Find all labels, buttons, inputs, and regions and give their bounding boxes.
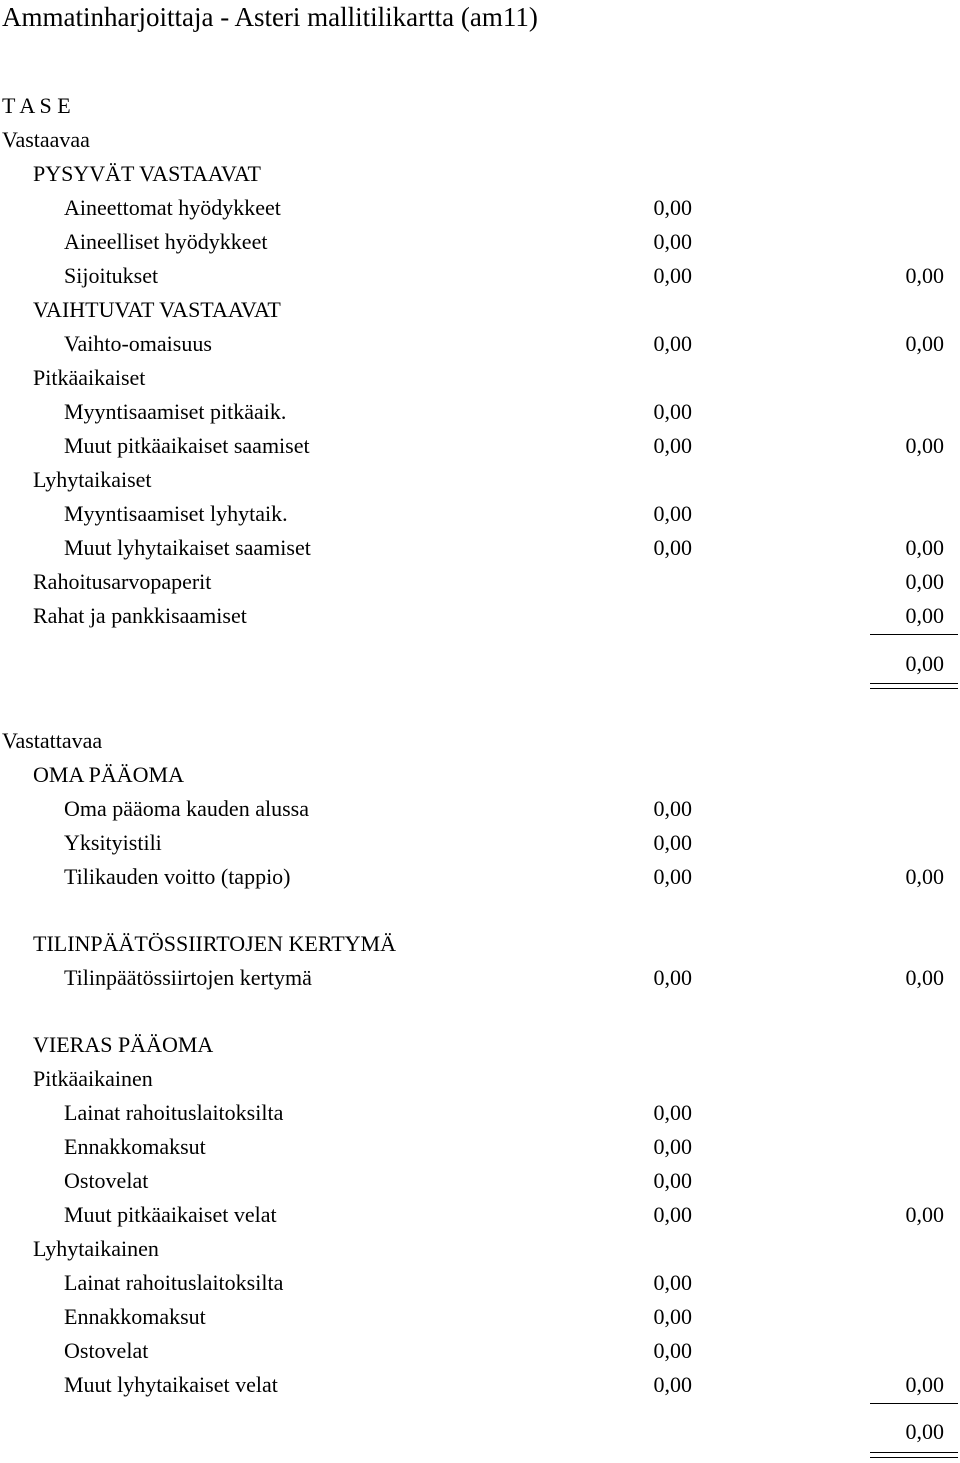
row-amount: 0,00 [653,535,692,560]
row-label: Rahat ja pankkisaamiset [33,603,247,628]
double-rule-top [870,683,958,684]
account-row [0,225,960,259]
account-row [0,961,960,995]
sum-rule [870,634,958,635]
row-subtotal: 0,00 [905,603,944,628]
row-label: Ennakkomaksut [64,1134,206,1159]
row-label: Vastattavaa [2,728,103,753]
row-amount: 0,00 [653,1304,692,1329]
sum-rule [870,1403,958,1404]
section-heading-tase [0,89,960,123]
row-subtotal: 0,00 [905,535,944,560]
row-amount: 0,00 [653,1338,692,1363]
row-label: VIERAS PÄÄOMA [33,1032,214,1057]
row-label: Yksityistili [64,830,162,855]
row-label: Rahoitusarvopaperit [33,569,212,594]
account-row [0,1198,960,1232]
account-row [0,1164,960,1198]
account-row [0,1300,960,1334]
row-subtotal: 0,00 [905,1372,944,1397]
row-amount: 0,00 [653,796,692,821]
row-label: Pitkäaikainen [33,1066,153,1091]
account-row [0,826,960,860]
group-heading [0,927,960,961]
row-label: Muut pitkäaikaiset velat [64,1202,277,1227]
account-row [0,860,960,894]
row-label: Myyntisaamiset pitkäaik. [64,399,287,424]
row-label: Pitkäaikaiset [33,365,146,390]
double-rule-bottom [870,688,958,689]
row-label: Muut pitkäaikaiset saamiset [64,433,310,458]
row-subtotal: 0,00 [905,864,944,889]
row-label: Tilinpäätössiirtojen kertymä [64,965,312,990]
double-rule-top [870,1452,958,1453]
account-row [0,497,960,531]
account-row [0,259,960,293]
account-row [0,599,960,633]
account-row [0,191,960,225]
row-label: Vaihto-omaisuus [64,331,212,356]
row-amount: 0,00 [653,399,692,424]
row-label: Lyhytaikaiset [33,467,152,492]
row-amount: 0,00 [653,965,692,990]
row-label: VAIHTUVAT VASTAAVAT [33,297,281,322]
group-heading [0,1028,960,1062]
group-heading [0,293,960,327]
row-amount: 0,00 [653,1168,692,1193]
account-row [0,395,960,429]
row-label: Tilikauden voitto (tappio) [64,864,291,889]
row-label: Vastaavaa [2,127,90,152]
row-label: Myyntisaamiset lyhytaik. [64,501,288,526]
account-row [0,1096,960,1130]
account-row [0,1130,960,1164]
row-subtotal: 0,00 [905,433,944,458]
row-subtotal: 0,00 [905,331,944,356]
document-title: Ammatinharjoittaja - Asteri mallitilikartta (am11) [2,2,538,32]
row-amount: 0,00 [653,1134,692,1159]
row-label: T A S E [2,93,71,118]
row-amount: 0,00 [653,195,692,220]
subgroup-heading [0,463,960,497]
group-heading [0,758,960,792]
row-label: Lainat rahoituslaitoksilta [64,1100,284,1125]
row-amount: 0,00 [653,501,692,526]
row-amount: 0,00 [653,433,692,458]
section-heading-vastaavaa [0,123,960,157]
row-label: PYSYVÄT VASTAAVAT [33,161,261,186]
row-subtotal: 0,00 [905,1202,944,1227]
row-amount: 0,00 [653,830,692,855]
total-row [0,1415,960,1449]
assets-total: 0,00 [905,651,944,676]
row-label: Ostovelat [64,1338,149,1363]
row-label: Oma pääoma kauden alussa [64,796,309,821]
subgroup-heading [0,361,960,395]
account-row [0,327,960,361]
row-amount: 0,00 [653,1202,692,1227]
row-amount: 0,00 [653,1100,692,1125]
subgroup-heading [0,1232,960,1266]
account-row [0,1266,960,1300]
row-subtotal: 0,00 [905,569,944,594]
row-subtotal: 0,00 [905,965,944,990]
account-row [0,792,960,826]
account-row [0,565,960,599]
row-amount: 0,00 [653,229,692,254]
account-row [0,1368,960,1402]
row-label: Muut lyhytaikaiset saamiset [64,535,311,560]
double-rule-bottom [870,1457,958,1458]
row-label: Aineelliset hyödykkeet [64,229,268,254]
row-label: OMA PÄÄOMA [33,762,184,787]
row-label: Lyhytaikainen [33,1236,159,1261]
row-label: Sijoitukset [64,263,159,288]
row-amount: 0,00 [653,263,692,288]
row-amount: 0,00 [653,1270,692,1295]
liabilities-total: 0,00 [905,1419,944,1444]
subgroup-heading [0,1062,960,1096]
account-row [0,531,960,565]
row-subtotal: 0,00 [905,263,944,288]
total-row [0,647,960,681]
row-label: Ennakkomaksut [64,1304,206,1329]
row-amount: 0,00 [653,1372,692,1397]
group-heading [0,157,960,191]
section-heading-vastattavaa [0,724,960,758]
account-row [0,1334,960,1368]
row-amount: 0,00 [653,331,692,356]
row-label: Lainat rahoituslaitoksilta [64,1270,284,1295]
row-label: Muut lyhytaikaiset velat [64,1372,278,1397]
row-amount: 0,00 [653,864,692,889]
row-label: TILINPÄÄTÖSSIIRTOJEN KERTYMÄ [33,931,396,956]
row-label: Ostovelat [64,1168,149,1193]
account-row [0,429,960,463]
row-label: Aineettomat hyödykkeet [64,195,281,220]
